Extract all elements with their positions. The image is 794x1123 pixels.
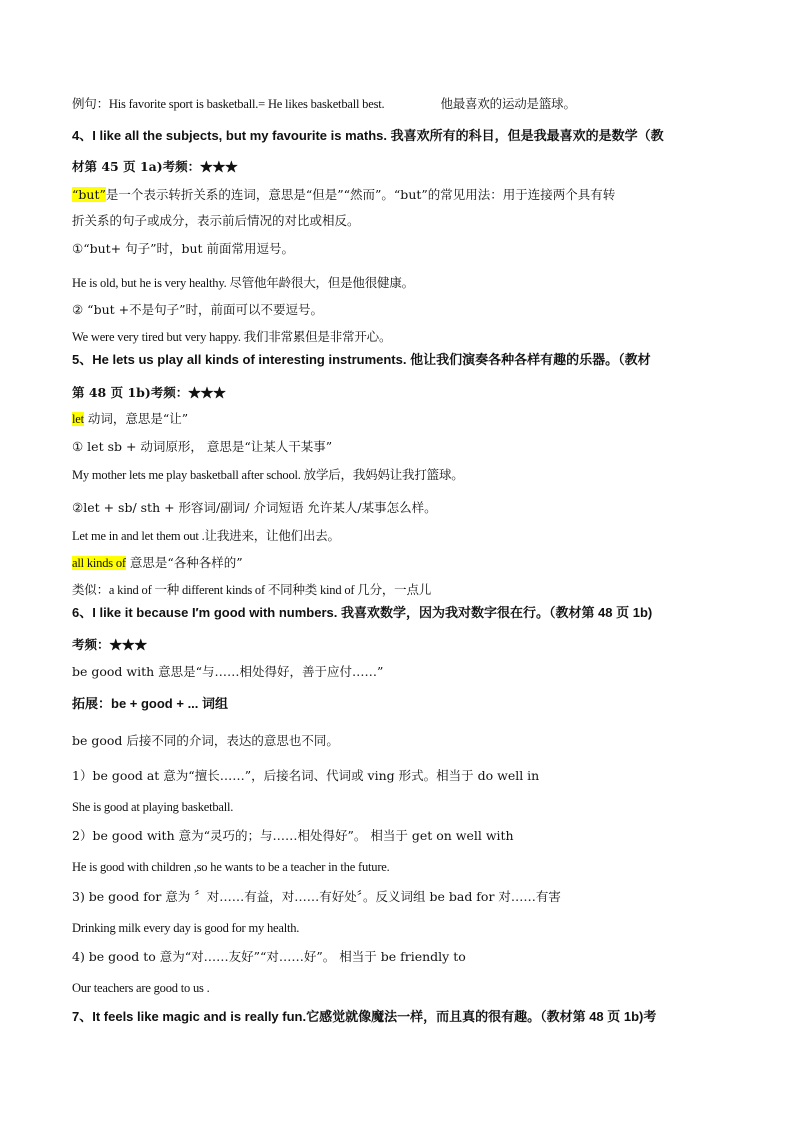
extension-heading: 拓展：be + good + ... 词组 (72, 696, 229, 711)
similar-phrases: 类似：a kind of 一种 different kinds of 不同种类 kind of 几分，一点儿 (72, 583, 432, 597)
be-good-at-example: She is good at playing basketball. (72, 800, 234, 814)
frequency-point-5: 第 48 页 1b)考频：★★★ (72, 385, 226, 400)
but-explanation-text: 是一个表示转折关系的连词，意思是“但是”“然而”。“but”的常见用法：用于连接两个具有转 (105, 187, 616, 202)
let-definition (72, 410, 188, 428)
be-good-for: 3) be good for 意为 〞对……有益，对……有好处〞。反义词组 be bad for 对……有害 (72, 889, 561, 904)
let-usage-2: ②let + sb/ sth + 形容词/副词/ 介词短语 允许某人/某事怎么样。 (72, 500, 437, 515)
but-usage-1: ①“but+ 句子”时，but 前面常用逗号。 (72, 241, 295, 256)
let-usage-1: ① let sb + 动词原形， 意思是“让某人干某事” (72, 439, 333, 454)
heading-point-4: 4、I like all the subjects, but my favourite is maths. 我喜欢所有的科目，但是我最喜欢的是数学（教 (72, 128, 664, 143)
but-explanation-line-2: 折关系的句子或成分，表示前后情况的对比或相反。 (72, 213, 360, 228)
example-english: 例句：His favorite sport is basketball.= He likes basketball best. (72, 97, 385, 111)
all-kinds-of-text: 意思是“各种各样的” (125, 555, 243, 570)
frequency-point-4: 材第 45 页 1a)考频：★★★ (72, 159, 238, 174)
be-good-to: 4) be good to 意为“对……友好”“对……好”。 相当于 be friendly to (72, 949, 466, 964)
be-good-with: 2）be good with 意为“灵巧的；与……相处得好”。 相当于 get on well with (72, 828, 514, 843)
let-example-1: My mother lets me play basketball after school. 放学后，我妈妈让我打篮球。 (72, 468, 464, 482)
example-chinese: 他最喜欢的运动是篮球。 (440, 97, 576, 111)
extension-intro: be good 后接不同的介词，表达的意思也不同。 (72, 733, 339, 748)
highlight-but: “but” (72, 187, 106, 202)
heading-point-5: 5、He lets us play all kinds of interesting instruments. 他让我们演奏各种各样有趣的乐器。（教材 (72, 352, 651, 367)
highlight-let: let (72, 412, 84, 426)
be-good-at: 1）be good at 意为“擅长……”，后接名词、代词或 ving 形式。相当于 do well in (72, 768, 540, 783)
example-sentence (72, 95, 576, 113)
but-example-1: He is old, but he is very healthy. 尽管他年龄很大，但是他很健康。 (72, 276, 414, 290)
be-good-for-example: Drinking milk every day is good for my health. (72, 921, 300, 935)
be-good-to-example: Our teachers are good to us . (72, 981, 210, 995)
be-good-with-example: He is good with children ,so he wants to be a teacher in the future. (72, 860, 390, 874)
let-definition-text: 动词，意思是“让” (83, 411, 189, 426)
but-usage-2: ② “but +不是句子”时，前面可以不要逗号。 (72, 302, 323, 317)
let-example-2: Let me in and let them out .让我进来，让他们出去。 (72, 529, 340, 543)
heading-point-7: 7、It feels like magic and is really fun.它感觉就像魔法一样，而且真的很有趣。（教材第 48 页 1b)考 (72, 1009, 657, 1024)
highlight-all-kinds-of: all kinds of (72, 556, 126, 570)
but-example-2: We were very tired but very happy. 我们非常累但是非常开心。 (72, 330, 392, 344)
heading-point-6: 6、I like it because I′m good with numbers. 我喜欢数学，因为我对数字很在行。（教材第 48 页 1b) (72, 605, 653, 620)
all-kinds-of-definition (72, 554, 243, 572)
frequency-point-6: 考频：★★★ (72, 637, 148, 652)
be-good-with-definition: be good with 意思是“与……相处得好，善于应付……” (72, 664, 384, 679)
but-explanation-line-1 (72, 186, 615, 204)
